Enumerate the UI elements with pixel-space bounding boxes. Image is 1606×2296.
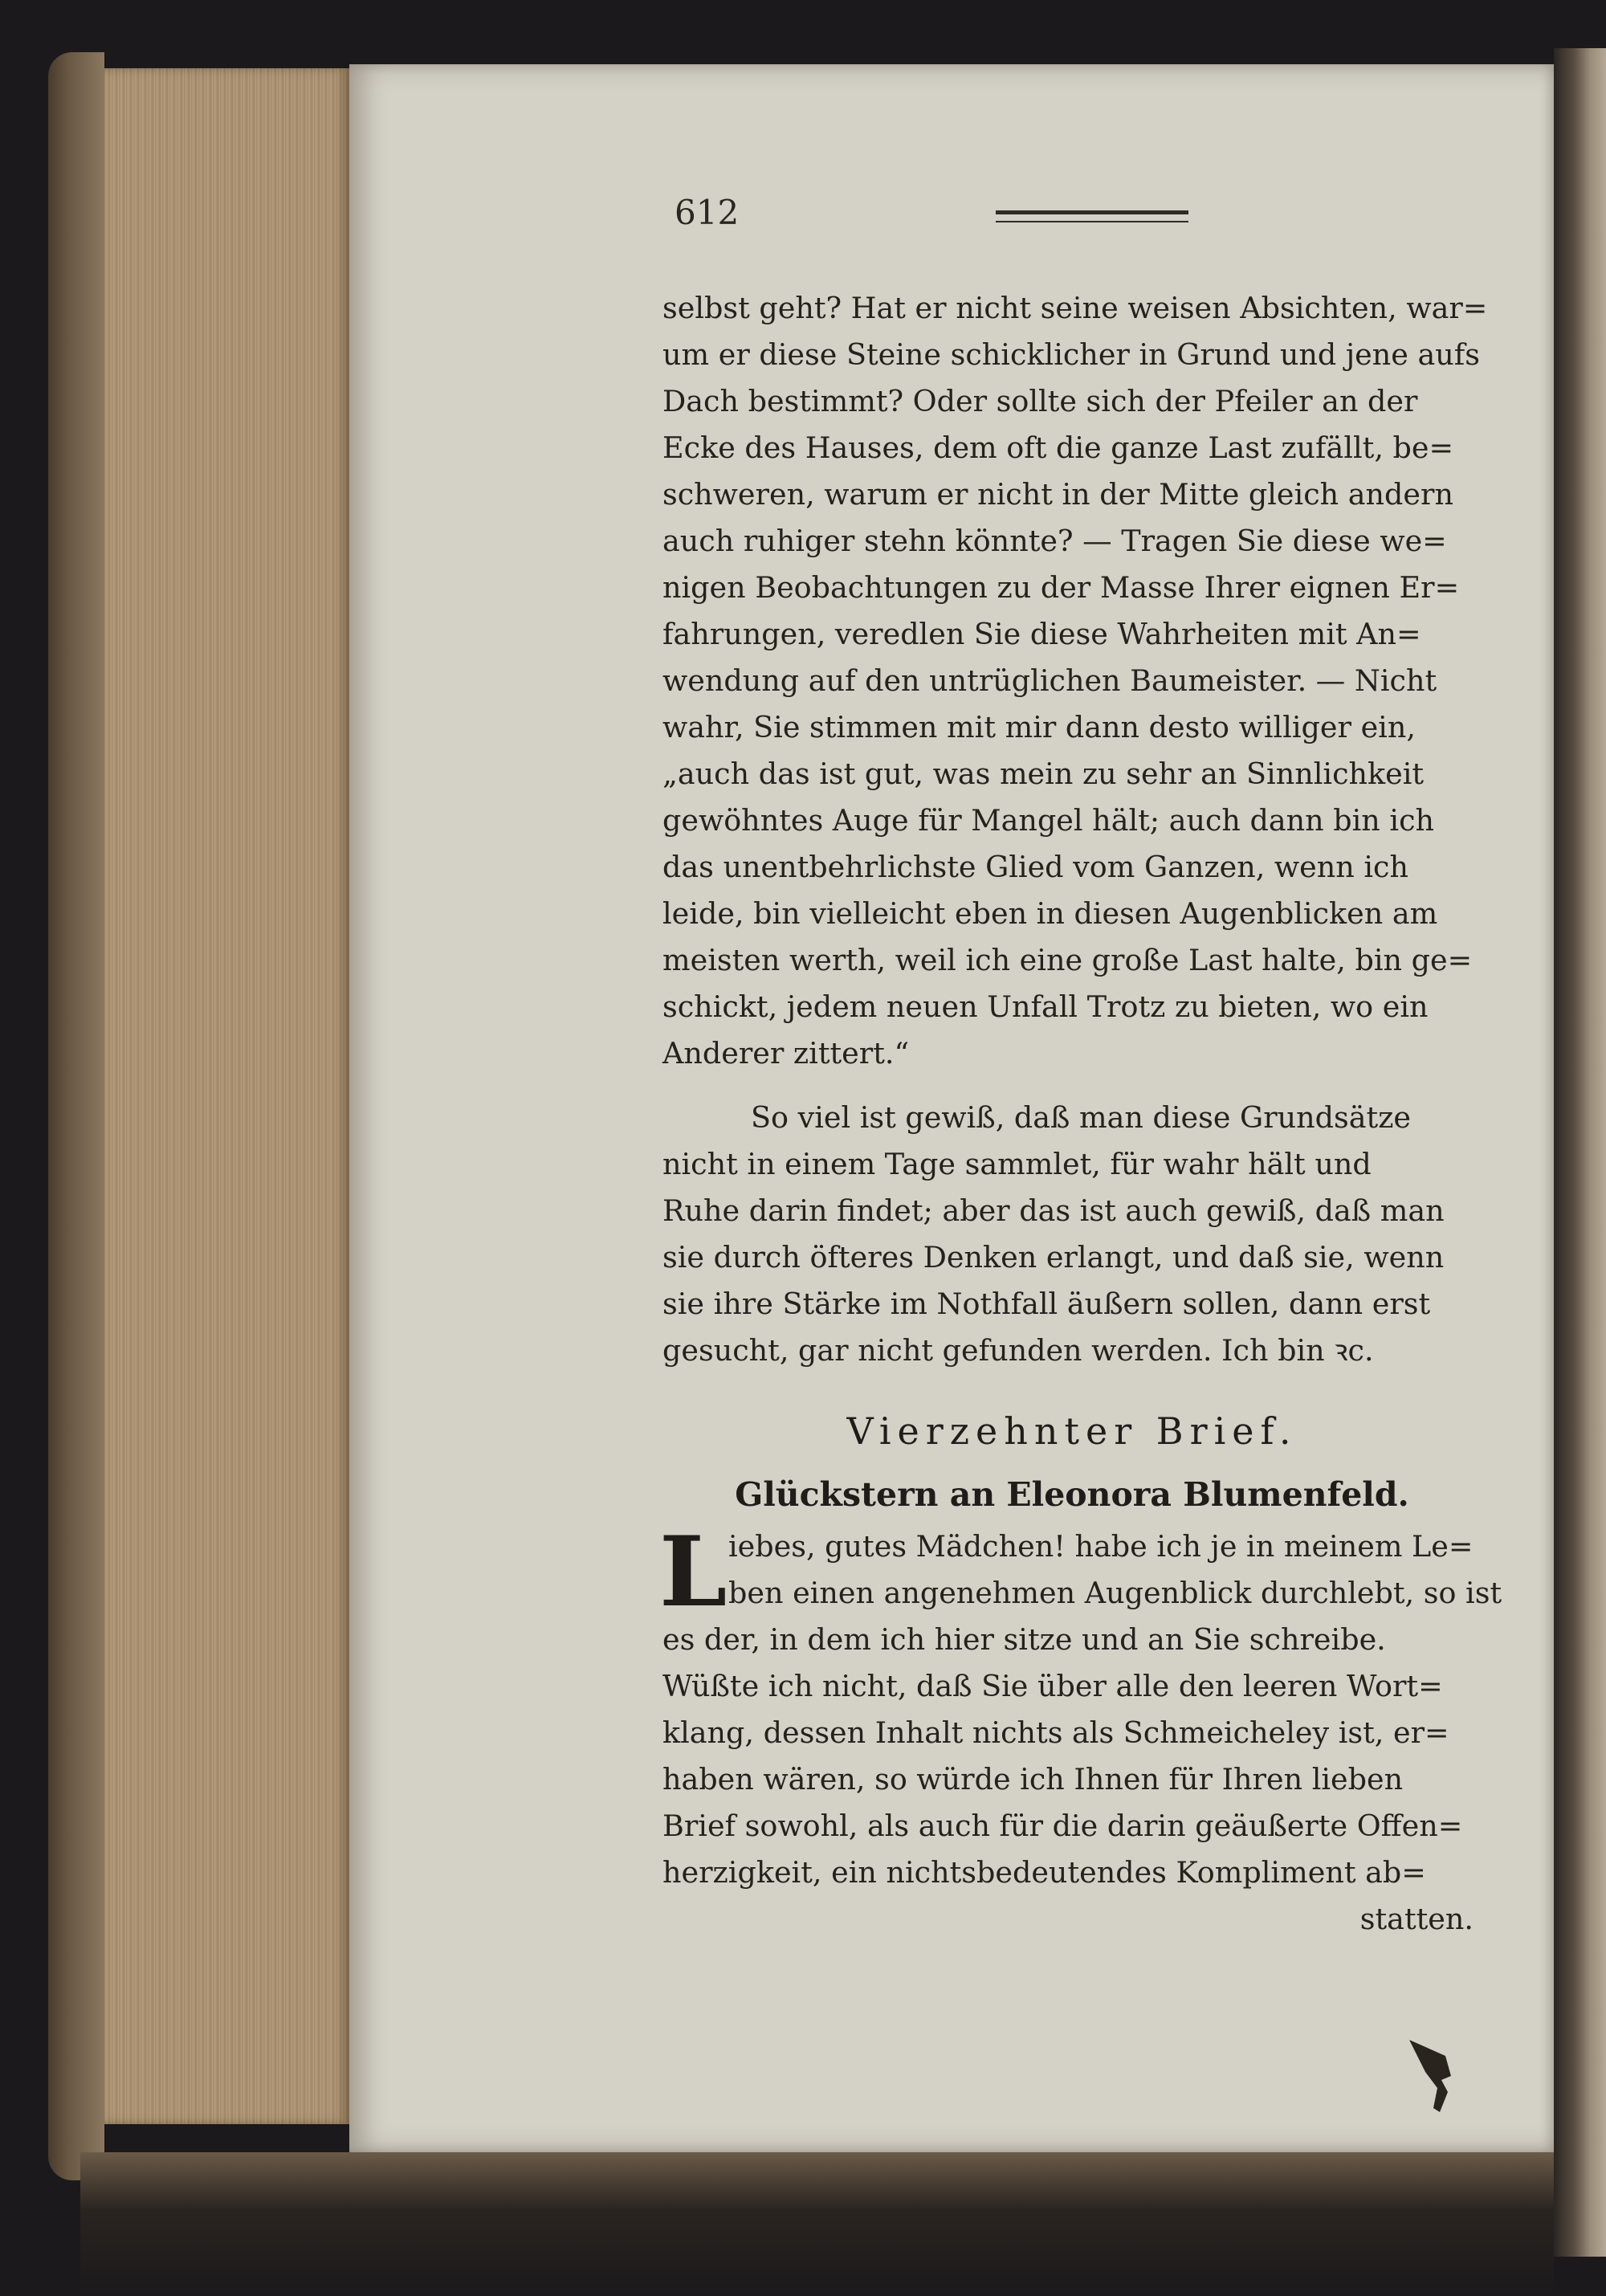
text-line: schickt, jedem neuen Unfall Trotz zu bieten, wo ein <box>662 989 1429 1024</box>
text-line: gewöhntes Auge für Mangel hält; auch dann bin ich <box>662 803 1435 838</box>
text-line: leide, bin vielleicht eben in diesen Augenblicken am <box>662 896 1438 931</box>
text-line: um er diese Steine schicklicher in Grund und jene aufs <box>662 337 1480 372</box>
ink-blot-icon <box>1401 2032 1465 2120</box>
facing-page-edge <box>1554 48 1606 2257</box>
text-line: auch ruhiger stehn könnte? — Tragen Sie diese we= <box>662 524 1447 558</box>
header-rule <box>996 210 1188 222</box>
text-line: gesucht, gar nicht gefunden werden. Ich bin ꝛc. <box>662 1333 1374 1368</box>
text-line: schweren, warum er nicht in der Mitte gleich andern <box>662 477 1453 512</box>
text-line: sie ihre Stärke im Nothfall äußern sollen, dann erst <box>662 1287 1431 1321</box>
text-line: haben wären, so würde ich Ihnen für Ihren lieben <box>662 1762 1404 1796</box>
text-line: es der, in dem ich hier sitze und an Sie schreibe. <box>662 1622 1386 1657</box>
text-line: Wüßte ich nicht, daß Sie über alle den leeren Wort= <box>662 1669 1443 1703</box>
page-header <box>675 193 1196 233</box>
paragraph-3 <box>659 1515 1502 1943</box>
page-body <box>659 285 1502 1943</box>
text-line: meisten werth, weil ich eine große Last halte, bin ge= <box>662 943 1473 977</box>
text-line: „auch das ist gut, was mein zu sehr an Sinnlichkeit <box>662 756 1425 791</box>
text-line: ben einen angenehmen Augenblick durchlebt, so ist <box>728 1576 1502 1610</box>
paragraph-1 <box>662 285 1488 1077</box>
catchword: statten. <box>1359 1902 1474 1936</box>
text-line: fahrungen, veredlen Sie diese Wahrheiten mit An= <box>662 617 1421 651</box>
letter-heading: Vierzehnter Brief. <box>846 1409 1298 1453</box>
book-cover-edge <box>48 52 104 2180</box>
text-line: nicht in einem Tage sammlet, für wahr hält und <box>662 1147 1372 1181</box>
text-line: klang, dessen Inhalt nichts als Schmeicheley ist, er= <box>662 1715 1449 1750</box>
letter-subheading: Glückstern an Eleonora Blumenfeld. <box>735 1475 1409 1514</box>
text-line: Ecke des Hauses, dem oft die ganze Last zufällt, be= <box>662 430 1454 465</box>
text-line: Brief sowohl, als auch für die darin geäußerte Offen= <box>662 1809 1463 1843</box>
text-line: Ruhe darin findet; aber das ist auch gewiß, daß man <box>662 1193 1445 1228</box>
text-line: So viel ist gewiß, daß man diese Grundsätze <box>751 1100 1412 1135</box>
page-edges <box>104 68 349 2124</box>
text-line: Anderer zittert.“ <box>662 1036 910 1071</box>
bottom-shadow <box>80 2152 1554 2296</box>
text-line: nigen Beobachtungen zu der Masse Ihrer eignen Er= <box>662 570 1460 605</box>
text-line: das unentbehrlichste Glied vom Ganzen, wenn ich <box>662 850 1409 884</box>
text-line: sie durch öfteres Denken erlangt, und daß sie, wenn <box>662 1240 1445 1274</box>
page-number: 612 <box>675 193 740 232</box>
paragraph-gap <box>662 1077 1482 1095</box>
text-line: selbst geht? Hat er nicht seine weisen Absichten, war= <box>662 291 1488 325</box>
drop-cap: L <box>659 1515 728 1629</box>
text-line: wahr, Sie stimmen mit mir dann desto williger ein, <box>662 710 1416 744</box>
text-line: wendung auf den untrüglichen Baumeister. — Nicht <box>662 663 1437 698</box>
paragraph-2 <box>662 1095 1482 1374</box>
text-line-content: iebes, gutes Mädchen! habe ich je in meinem Le= <box>728 1529 1474 1564</box>
text-line: herzigkeit, ein nichtsbedeutendes Kompliment ab= <box>662 1855 1426 1890</box>
text-line: Dach bestimmt? Oder sollte sich der Pfeiler an der <box>662 384 1418 418</box>
